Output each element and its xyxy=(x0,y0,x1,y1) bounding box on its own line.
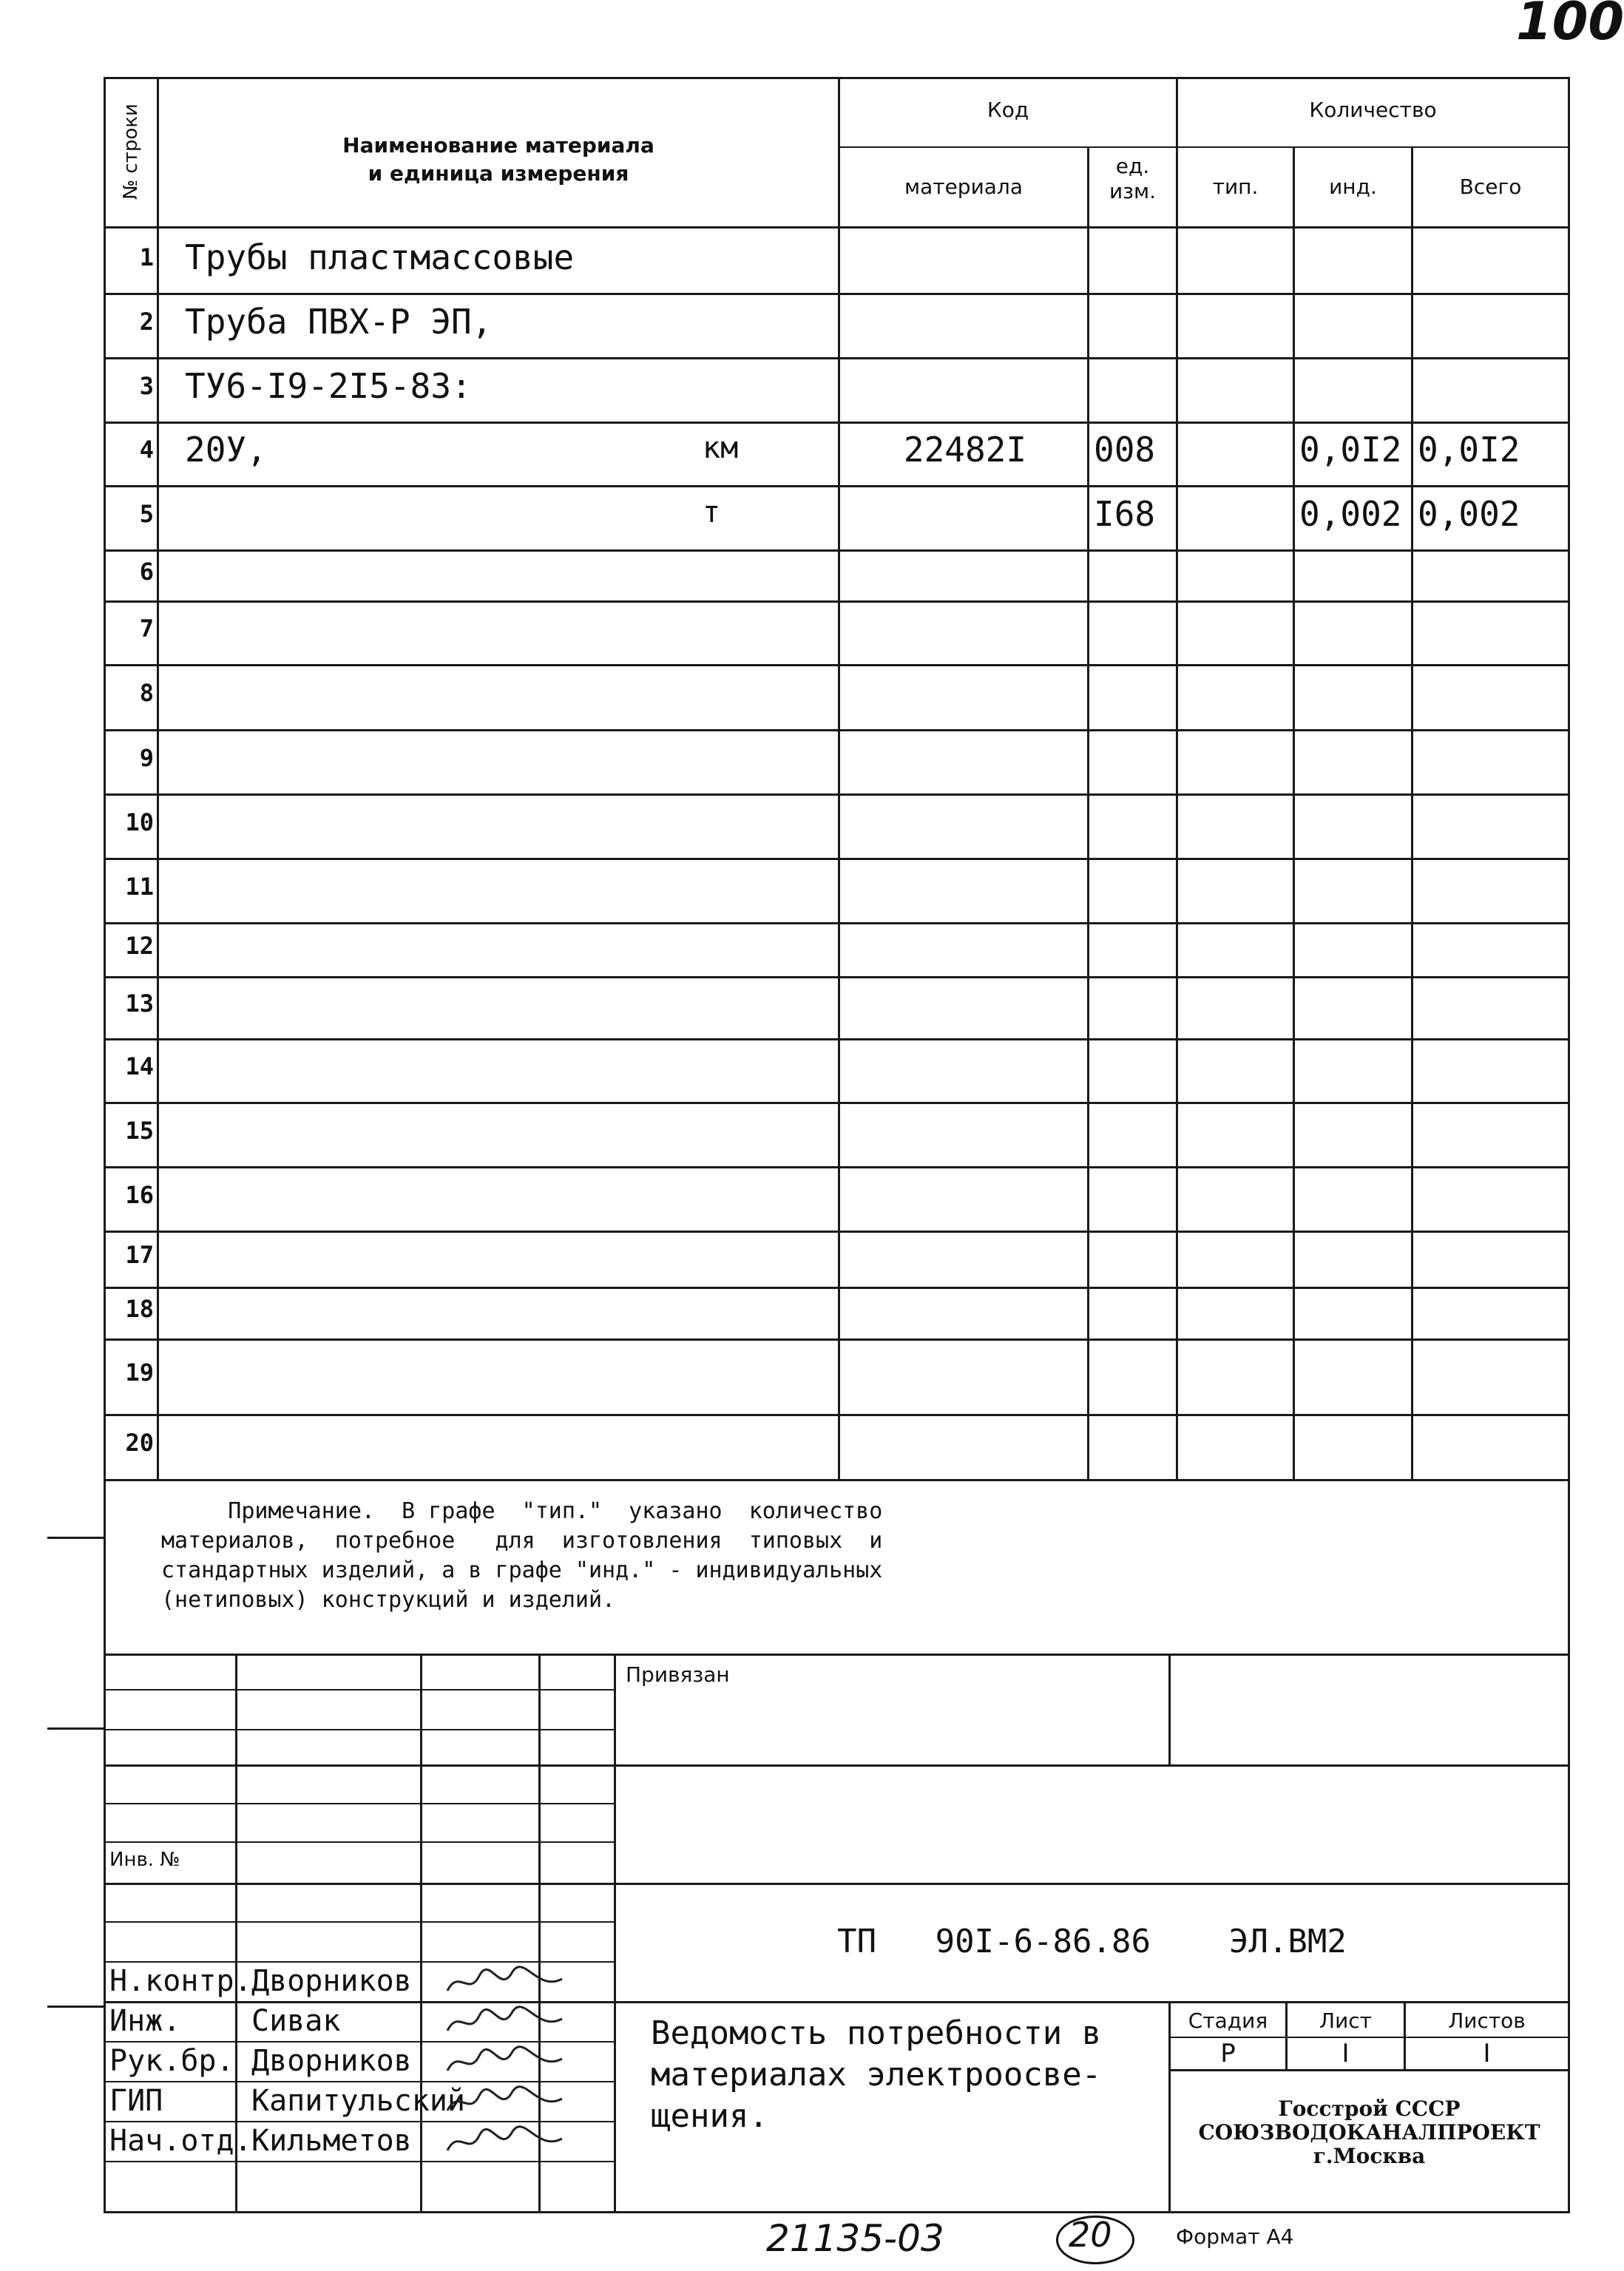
format-label: Формат А4 xyxy=(1176,2224,1294,2249)
row-number: 14 xyxy=(125,1052,154,1080)
archive-number: 21135-03 xyxy=(766,2217,944,2260)
note-text: Примечание. В графе "тип." указано количество материалов, потребное для изготовления типовых и стандартных изделий, а в графе "инд." - индивидуальных (нетиповых) конструкций и изделий. xyxy=(161,1498,883,1613)
quantity-total-header: Всего xyxy=(1459,175,1522,199)
row-number: 10 xyxy=(125,808,154,836)
unit-of-measure: т xyxy=(703,495,721,529)
row-number: 3 xyxy=(139,371,154,400)
signer-name: Сивак xyxy=(251,2004,341,2038)
name-column-header: Наименование материала и единица измерения xyxy=(342,133,654,186)
row-number: 4 xyxy=(139,436,154,464)
page-number: 20 xyxy=(1069,2215,1112,2255)
signature-scribble xyxy=(444,1966,569,1998)
sheets-label: Листов xyxy=(1448,2008,1526,2033)
unit-code: I68 xyxy=(1094,493,1156,534)
signer-role: Инж. xyxy=(109,2004,181,2038)
signer-role: Н.контр. xyxy=(109,1964,252,1998)
privyazan-label: Привязан xyxy=(626,1662,730,1687)
material-code: 22482I xyxy=(903,430,1027,470)
corner-page-mark: 100 xyxy=(1516,0,1624,52)
page-number-circle xyxy=(1056,2216,1134,2264)
row-number: 17 xyxy=(125,1241,154,1269)
inventory-label: Инв. № xyxy=(109,1849,180,1871)
code-group-header: Код xyxy=(987,98,1029,122)
row-number: 20 xyxy=(125,1429,154,1457)
row-number: 9 xyxy=(139,743,154,772)
signer-name: Дворников xyxy=(251,1964,412,1998)
row-number: 16 xyxy=(125,1180,154,1209)
row-number: 6 xyxy=(139,557,154,586)
row-number: 15 xyxy=(125,1116,154,1145)
unit-of-measure: км xyxy=(703,431,739,465)
row-number: 2 xyxy=(139,307,154,336)
unit-code: 008 xyxy=(1094,430,1156,470)
row-number-label: № строки xyxy=(120,104,142,200)
quantity-group-header: Количество xyxy=(1309,98,1437,122)
signature-scribble xyxy=(444,2125,569,2158)
stage-value: Р xyxy=(1220,2039,1236,2068)
sheets-value: I xyxy=(1483,2039,1491,2068)
row-number: 8 xyxy=(139,679,154,707)
code-material-header: материала xyxy=(904,175,1023,199)
row-number: 5 xyxy=(139,499,154,528)
row-number: 7 xyxy=(139,615,154,643)
quantity-ind: 0,0I2 xyxy=(1299,430,1402,470)
sheet-value: I xyxy=(1342,2039,1350,2068)
row-number-header xyxy=(105,81,155,225)
signer-name: Кильметов xyxy=(251,2124,412,2158)
signature-scribble xyxy=(444,2006,569,2038)
signer-name: Капитульский xyxy=(251,2084,465,2118)
quantity-total: 0,0I2 xyxy=(1418,430,1520,470)
row-number: 18 xyxy=(125,1295,154,1323)
document-title: Ведомость потребности в материалах электроосве- щения. xyxy=(651,2014,1102,2135)
signature-scribble xyxy=(444,2085,569,2118)
material-name: ТУ6-I9-2I5-83: xyxy=(185,365,472,406)
quantity-typ-header: тип. xyxy=(1212,175,1259,199)
margin-tick xyxy=(47,2006,105,2008)
quantity-total: 0,002 xyxy=(1418,493,1520,534)
organization-stamp: Госстрой СССР СОЮЗВОДОКАНАЛПРОЕКТ г.Москва xyxy=(1198,2096,1540,2168)
quantity-ind: 0,002 xyxy=(1299,493,1402,534)
stage-label: Стадия xyxy=(1188,2008,1268,2033)
material-name: Труба ПВХ-Р ЭП, xyxy=(185,301,493,342)
document-code: ТП 90I-6-86.86 ЭЛ.ВМ2 xyxy=(837,1923,1347,1960)
margin-tick xyxy=(47,1727,105,1730)
signer-role: Нач.отд. xyxy=(109,2124,252,2158)
signer-name: Дворников xyxy=(251,2044,412,2078)
signer-role: ГИП xyxy=(109,2084,163,2118)
sheet-label: Лист xyxy=(1319,2008,1372,2033)
row-number: 19 xyxy=(125,1358,154,1387)
material-name: 20У, xyxy=(185,430,267,470)
row-number: 1 xyxy=(139,243,154,271)
row-number: 13 xyxy=(125,989,154,1018)
code-unit-header: ед. изм. xyxy=(1109,154,1157,203)
signer-role: Рук.бр. xyxy=(109,2044,234,2078)
material-name: Трубы пластмассовые xyxy=(185,237,575,277)
quantity-ind-header: инд. xyxy=(1329,175,1377,199)
row-number: 12 xyxy=(125,931,154,960)
signature-scribble xyxy=(444,2045,569,2078)
margin-tick xyxy=(47,1537,105,1539)
row-number: 11 xyxy=(125,872,154,901)
